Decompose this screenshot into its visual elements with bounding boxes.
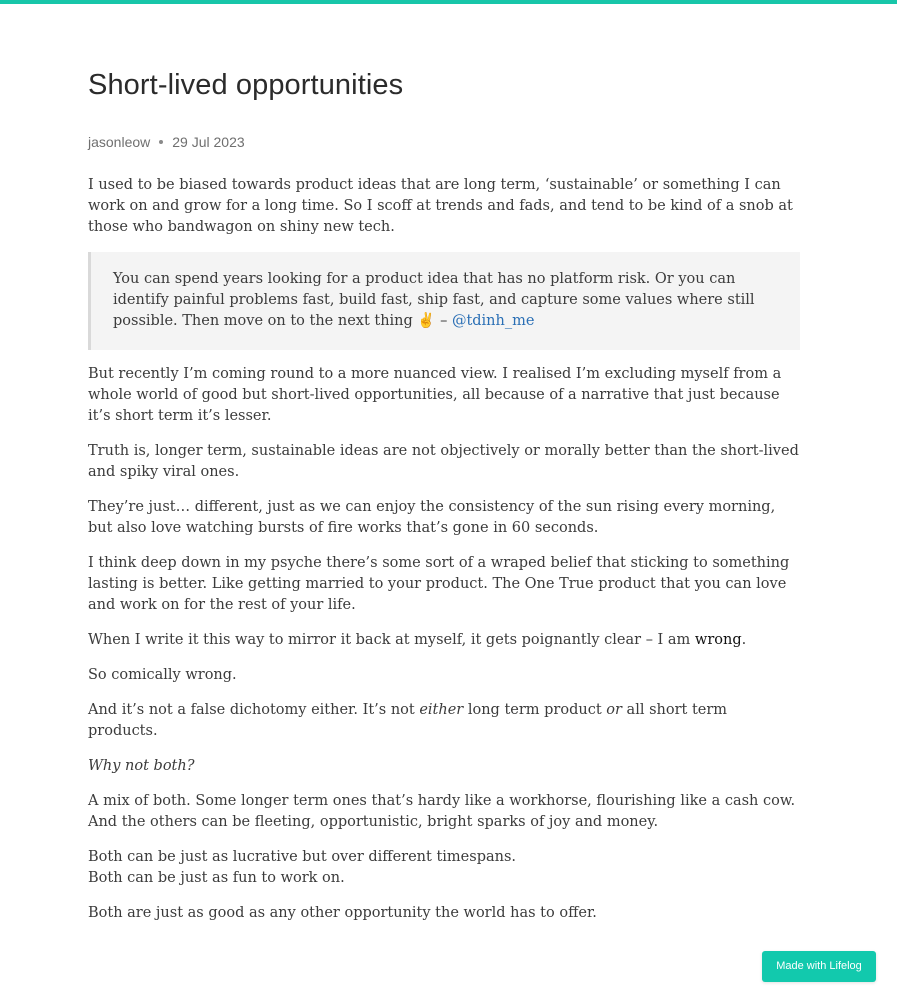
paragraph-italic: Why not both? <box>88 758 195 774</box>
paragraph: But recently I’m coming round to a more nuanced view. I realised I’m excluding myself from a whole world of good but short-lived opportunities, all because of a narrative that just because it’s short term it’s lesser. <box>88 366 782 424</box>
quote-author-link[interactable]: @tdinh_me <box>451 313 535 329</box>
emphasis-wrong: wrong <box>694 632 742 648</box>
quote-text: You can spend years looking for a product idea that has no platform risk. Or you can identify painful problems fast, build fast, ship fast, and capture some values where still possible. Then move on to the next thing ✌️ – <box>113 271 755 329</box>
paragraph-line: Both can be just as fun to work on. <box>88 870 345 886</box>
paragraph-text: long term product <box>463 702 607 718</box>
paragraph-text: . <box>741 632 747 648</box>
paragraph <box>88 847 800 889</box>
blockquote <box>88 252 800 350</box>
paragraph-line: Both can be just as lucrative but over different timespans. <box>88 849 517 865</box>
post-title: Short-lived opportunities <box>88 69 404 101</box>
emphasis-either: either <box>419 702 464 718</box>
post-article <box>88 66 800 938</box>
paragraph <box>88 700 800 742</box>
emphasis-or: or <box>606 702 622 718</box>
paragraph: I used to be biased towards product ideas that are long term, ‘sustainable’ or something I can work on and grow for a long time. So I scoff at trends and fads, and tend to be kind of a snob at those who bandwagon on shiny new tech. <box>88 177 793 235</box>
paragraph: So comically wrong. <box>88 667 237 683</box>
paragraph <box>88 630 800 651</box>
post-date: 29 Jul 2023 <box>172 134 245 150</box>
paragraph: I think deep down in my psyche there’s some sort of a wraped belief that sticking to something lasting is better. Like getting married to your product. The One True product that you can love and work on for the rest of your life. <box>88 555 790 613</box>
post-body <box>88 175 800 924</box>
post-author[interactable]: jasonleow <box>88 134 151 150</box>
top-accent-bar <box>0 0 897 4</box>
paragraph: Both are just as good as any other opportunity the world has to offer. <box>88 905 597 921</box>
post-meta <box>88 133 800 151</box>
meta-separator-dot <box>159 140 163 144</box>
paragraph-text: And it’s not a false dichotomy either. It’s not <box>88 702 420 718</box>
paragraph: They’re just… different, just as we can enjoy the consistency of the sun rising every morning, but also love watching bursts of fire works that’s gone in 60 seconds. <box>88 499 776 536</box>
paragraph-text: all short term products. <box>88 702 728 739</box>
paragraph: Truth is, longer term, sustainable ideas are not objectively or morally better than the short-lived and spiky viral ones. <box>88 443 799 480</box>
paragraph-text: When I write it this way to mirror it back at myself, it gets poignantly clear – I am <box>88 632 695 648</box>
paragraph: A mix of both. Some longer term ones that’s hardy like a workhorse, flourishing like a cash cow. And the others can be fleeting, opportunistic, bright sparks of joy and money. <box>88 793 796 830</box>
quote-paragraph <box>113 269 780 332</box>
made-with-lifelog-button[interactable]: Made with Lifelog <box>762 951 876 982</box>
